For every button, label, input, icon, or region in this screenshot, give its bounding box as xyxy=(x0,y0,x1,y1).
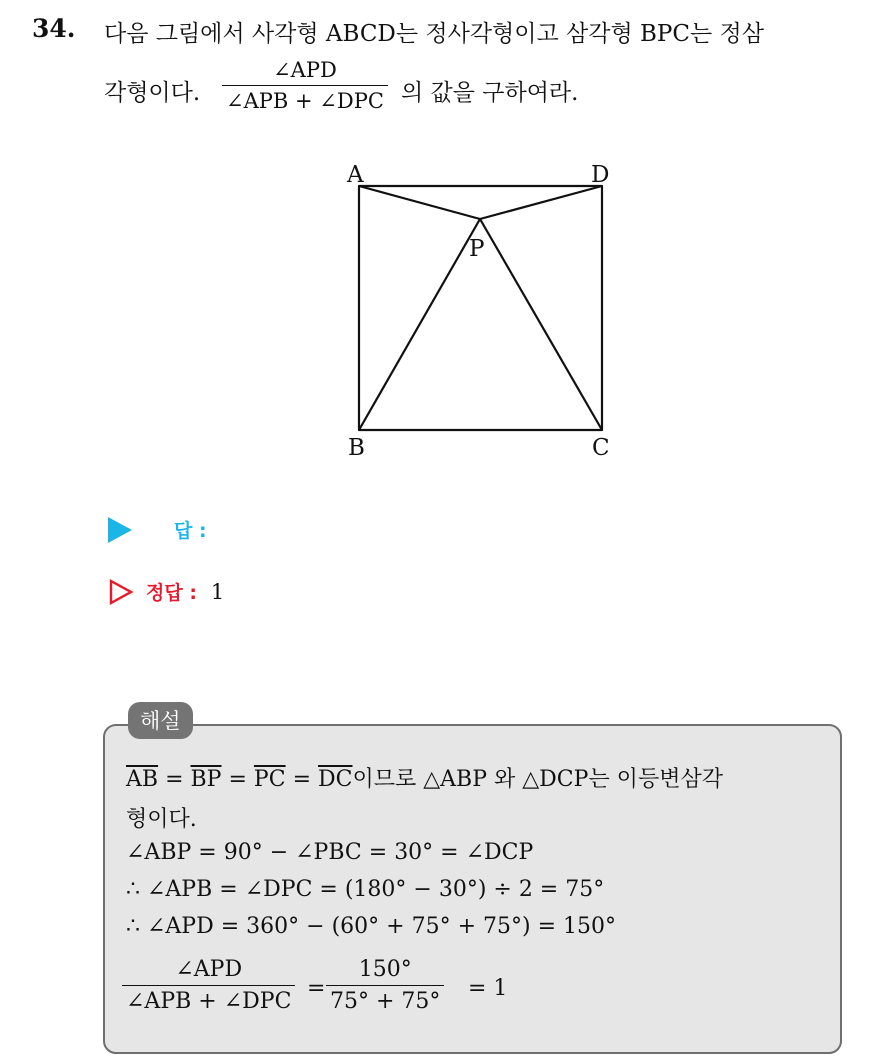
question-text-line2-prefix: 각형이다. xyxy=(104,80,201,106)
label-c: C xyxy=(592,435,610,461)
question-text-line1: 다음 그림에서 사각형 ABCD는 정사각형이고 삼각형 BPC는 정삼 xyxy=(104,21,764,47)
solution-result: = 1 xyxy=(468,976,508,1001)
solution-fraction2 xyxy=(326,957,444,1014)
correct-answer-row xyxy=(108,578,224,605)
correct-answer-value: 1 xyxy=(210,579,225,604)
question-fraction-denominator: ∠APB + ∠DPC xyxy=(222,85,388,113)
solution-line5: ∴ ∠APD = 360° − (60° + 75° + 75°) = 150° xyxy=(126,914,616,939)
solution-fraction2-denominator: 75° + 75° xyxy=(326,985,444,1014)
question-fraction xyxy=(222,58,388,113)
answer-row xyxy=(108,516,207,543)
solution-line1-suffix: 이므로 △ABP 와 △DCP는 이등변삼각 xyxy=(352,767,723,792)
square-triangle-figure xyxy=(330,150,630,470)
segment-dc: $\overline{DC}$ xyxy=(318,767,353,792)
question-fraction-numerator: ∠APD xyxy=(273,58,337,82)
filled-triangle-icon xyxy=(108,517,132,543)
label-b: B xyxy=(348,435,365,461)
solution-equals: = xyxy=(307,976,326,1001)
equals-sign: = xyxy=(228,767,247,792)
label-a: A xyxy=(347,162,364,188)
segment-ab: $\overline{AB}$ xyxy=(126,767,159,792)
solution-fraction1-denominator: ∠APB + ∠DPC xyxy=(122,985,295,1014)
equals-sign: = xyxy=(292,767,311,792)
segment-apd xyxy=(359,186,602,219)
solution-fraction1 xyxy=(122,957,295,1014)
label-p: P xyxy=(469,236,485,262)
question-number: 34. xyxy=(32,14,76,43)
segment-pc: $\overline{PC}$ xyxy=(253,767,286,792)
correct-answer-label: 정답 : xyxy=(146,582,197,604)
solution-fraction1-numerator: ∠APD xyxy=(175,957,243,982)
outline-triangle-icon xyxy=(108,579,134,605)
question-text-line2-suffix: 의 값을 구하여라. xyxy=(401,80,579,106)
solution-fraction2-numerator: 150° xyxy=(358,957,412,982)
solution-line2: 형이다. xyxy=(126,807,197,832)
solution-tag: 해설 xyxy=(128,702,193,739)
solution-line1 xyxy=(126,762,723,793)
solution-line4: ∴ ∠APB = ∠DPC = (180° − 30°) ÷ 2 = 75° xyxy=(126,877,605,902)
solution-line3: ∠ABP = 90° − ∠PBC = 30° = ∠DCP xyxy=(126,840,534,865)
answer-label: 답 : xyxy=(174,520,207,542)
equals-sign: = xyxy=(165,767,184,792)
label-d: D xyxy=(591,162,610,188)
square-abcd xyxy=(359,186,602,430)
segment-bp: $\overline{BP}$ xyxy=(190,767,222,792)
